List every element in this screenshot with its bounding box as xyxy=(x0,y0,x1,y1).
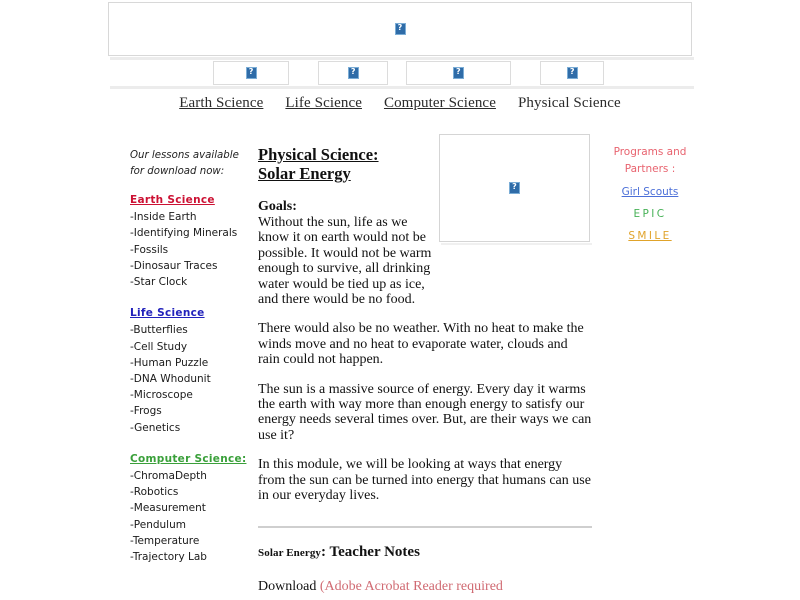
sidebar-item-genetics[interactable]: -Genetics xyxy=(130,421,181,434)
goals-label: Goals: xyxy=(258,199,297,214)
sidebar-intro xyxy=(130,148,255,179)
download-line xyxy=(258,579,594,595)
nav-spacer-left xyxy=(108,60,213,86)
header-banner[interactable] xyxy=(108,2,692,56)
partners-title-line1: Programs and xyxy=(613,146,687,158)
sidebar-item-human-puzzle[interactable]: -Human Puzzle xyxy=(130,356,209,369)
teacher-notes-title: : Teacher Notes xyxy=(321,543,420,560)
download-label[interactable]: Download xyxy=(258,578,317,594)
nav-link-life-science[interactable]: Life Science xyxy=(285,95,362,111)
partners-panel xyxy=(600,144,700,250)
nav-image-row xyxy=(108,60,692,86)
paragraph-weather: There would also be no weather. With no heat to make the winds move and no heat to evaporate water, clouds and rain could not happen. xyxy=(258,321,584,368)
nav-gap-2 xyxy=(388,60,406,86)
content-image-shadow xyxy=(441,243,592,245)
nav-link-computer-science[interactable]: Computer Science xyxy=(383,95,496,111)
partners-title xyxy=(600,144,700,178)
nav-gap-3 xyxy=(511,60,540,86)
broken-image-icon xyxy=(509,182,520,194)
sidebar-item-chromadepth[interactable]: -ChromaDepth xyxy=(130,470,207,483)
nav-link-earth-science[interactable]: Earth Science xyxy=(179,95,264,111)
sidebar-group-computer-science xyxy=(130,451,255,565)
sidebar-group-life-science xyxy=(130,305,255,436)
partner-link-girl-scouts[interactable]: Girl Scouts xyxy=(621,186,679,198)
broken-image-icon xyxy=(395,23,406,35)
page-title-line1: Physical Science: xyxy=(258,145,379,164)
sidebar-heading-life-science[interactable]: Life Science xyxy=(130,307,205,320)
nav-image-cell-computer[interactable] xyxy=(406,60,511,86)
sidebar-item-robotics[interactable]: -Robotics xyxy=(130,486,179,499)
nav-spacer-right xyxy=(604,60,692,86)
paragraph-energy-source: The sun is a massive source of energy. Every day it warms the earth with way more than enough energy to satisfy our energy needs several times over. But, are their ways we can use it? xyxy=(258,381,592,443)
broken-image-icon xyxy=(453,67,464,79)
page-title xyxy=(258,146,433,184)
header-banner-inner xyxy=(109,3,691,55)
sidebar-item-frogs[interactable]: -Frogs xyxy=(130,405,162,418)
nav-gap-1 xyxy=(289,60,318,86)
sidebar-heading-computer-science[interactable]: Computer Science: xyxy=(130,452,247,465)
nav-image-cell-physical[interactable] xyxy=(540,60,604,86)
nav-image-box-physical[interactable] xyxy=(540,61,604,85)
sidebar-intro-line2: for download now: xyxy=(130,165,225,177)
sidebar-item-dinosaur-traces[interactable]: -Dinosaur Traces xyxy=(130,259,218,272)
sidebar-item-butterflies[interactable]: -Butterflies xyxy=(130,324,188,337)
lessons-sidebar xyxy=(130,148,255,580)
nav-image-cell-earth[interactable] xyxy=(213,60,289,86)
broken-image-icon xyxy=(246,67,257,79)
nav-row-shadow xyxy=(110,86,694,89)
paragraph-module-intro: In this module, we will be looking at ways that energy from the sun can be turned into energy that humans can use in our everyday lives. xyxy=(258,457,591,504)
partners-title-line2: Partners : xyxy=(624,163,676,175)
nav-image-cell-life[interactable] xyxy=(318,60,388,86)
teacher-notes-heading xyxy=(258,544,594,561)
nav-image-box-computer[interactable] xyxy=(406,61,511,85)
main-navigation xyxy=(108,95,692,112)
partner-link-smile[interactable]: SMILE xyxy=(628,230,672,242)
sidebar-item-measurement[interactable]: -Measurement xyxy=(130,502,206,515)
sidebar-item-identifying-minerals[interactable]: -Identifying Minerals xyxy=(130,227,238,240)
nav-image-table xyxy=(108,60,692,86)
sidebar-item-cell-study[interactable]: -Cell Study xyxy=(130,340,188,353)
sidebar-intro-line1: Our lessons available xyxy=(130,150,239,161)
sidebar-group-earth-science xyxy=(130,192,255,290)
sidebar-heading-earth-science[interactable]: Earth Science xyxy=(130,194,215,206)
sidebar-item-temperature[interactable]: -Temperature xyxy=(130,534,200,547)
broken-image-icon xyxy=(348,67,359,79)
download-requirement-note: (Adobe Acrobat Reader required xyxy=(319,578,503,594)
nav-image-row-cells xyxy=(108,60,692,86)
sidebar-item-fossils[interactable]: -Fossils xyxy=(130,243,169,256)
nav-image-box-life[interactable] xyxy=(318,61,388,85)
nav-image-box-earth[interactable] xyxy=(213,61,289,85)
nav-link-physical-science[interactable]: Physical Science xyxy=(517,95,621,111)
teacher-notes-prefix: Solar Energy xyxy=(258,546,322,559)
sidebar-item-inside-earth[interactable]: -Inside Earth xyxy=(130,211,197,224)
sidebar-item-trajectory-lab[interactable]: -Trajectory Lab xyxy=(130,551,207,564)
sidebar-item-dna-whodunit[interactable]: -DNA Whodunit xyxy=(130,373,211,386)
section-divider xyxy=(258,526,592,528)
sidebar-item-pendulum[interactable]: -Pendulum xyxy=(130,518,186,531)
goals-paragraph: Without the sun, life as we know it on earth would not be possible. It would not be warm enough to survive, all drinking water would be tied up as ice, and there would be no food. xyxy=(258,215,432,308)
page-title-line2: Solar Energy xyxy=(258,164,351,183)
broken-image-icon xyxy=(567,67,578,79)
content-image-placeholder xyxy=(439,134,590,242)
partner-link-epic[interactable]: EPIC xyxy=(633,208,667,220)
sidebar-item-star-clock[interactable]: -Star Clock xyxy=(130,276,188,289)
sidebar-item-microscope[interactable]: -Microscope xyxy=(130,389,193,402)
